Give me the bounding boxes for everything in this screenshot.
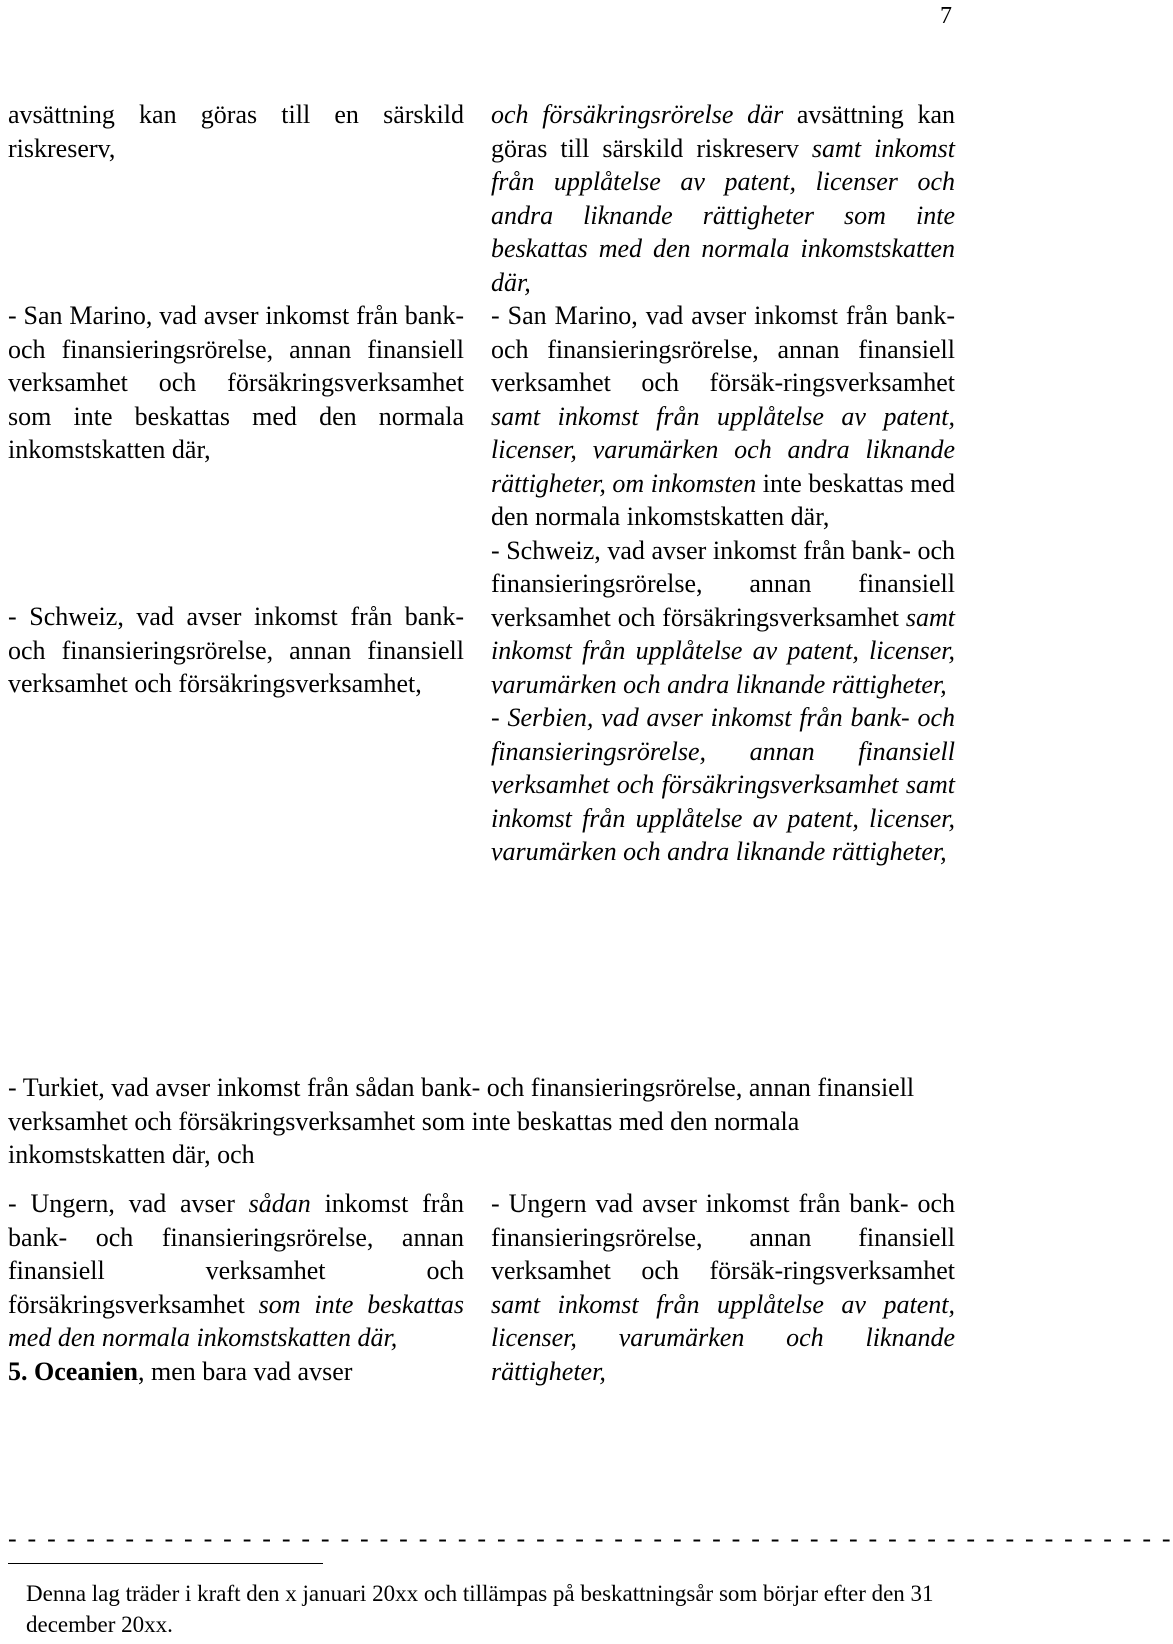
full-width-turkiet-block [8,1071,955,1172]
left-ungern-a: - Ungern, vad avser [8,1189,249,1218]
right-p4-italic: - Serbien, vad avser inkomst från bank- och finansieringsrörelse, annan finansiell verksamhet och försäkringsverksamhet samt inkomst från upplåtelse av patent, licenser, varumärken och andra liknande rättigheter, [491,703,955,866]
paragraph-turkiet: - Turkiet, vad avser inkomst från sådan bank- och finansieringsrörelse, annan finansiell verksamhet och försäkringsverksamhet som inte beskattas med den normala inkomstskatten där, och [8,1073,915,1169]
footnote-rule [8,1563,323,1564]
left-paragraph-ungern [8,1187,464,1355]
left-paragraph-riskreserv: avsättning kan göras till en särskild riskreserv, [8,100,464,163]
left-ungern-sadan: sådan [248,1189,311,1218]
right-p3-normal: - Schweiz, vad avser inkomst från bank- och finansieringsrörelse, annan finansiell verksamhet och försäkringsverksamhet [491,535,955,632]
right-p1-normal: avsättning kan göras till särskild riskreserv [491,100,955,163]
left-paragraph-schweiz-block [8,600,464,701]
right-paragraph-ungern [491,1187,955,1388]
left-paragraph-oceanien [8,1355,464,1389]
right-ungern-normal: - Ungern vad avser inkomst från bank- och finansieringsrörelse, annan finansiell verksamhet och försäk-ringsverksamhet [491,1189,955,1285]
left-column-upper [8,98,464,165]
left-paragraph-schweiz: - Schweiz, vad avser inkomst från bank- och finansieringsrörelse, annan finansiell verksamhet och försäkringsverksamhet, [8,602,464,698]
right-p2-normal: - San Marino, vad avser inkomst från bank- och finansieringsrörelse, annan finansiell verksamhet och försäk-ringsverksamhet [491,301,955,397]
footnote-text: Denna lag träder i kraft den x januari 20xx och tillämpas på beskattningsår som börjar efter den 31 december 20xx. [26,1581,934,1637]
footnote [8,1578,955,1640]
left-ungern-italic: som inte beskattas med den normala inkomstskatten där, [8,1289,464,1352]
left-column-lower [8,1187,464,1388]
right-p1-italic2: samt inkomst från upplåtelse av patent, licenser och andra liknande rättigheter som inte beskattas med den normala inkomstskatten där, [491,133,955,297]
left-ungern-b: inkomst från bank- och finansieringsrörelse, annan finansiell verksamhet och försäkringsverksamhet [8,1189,464,1319]
right-column-upper [491,98,955,869]
left-paragraph-san-marino-block [8,299,464,467]
page-number: 7 [940,3,952,29]
left-paragraph-san-marino: - San Marino, vad avser inkomst från bank- och finansieringsrörelse, annan finansiell verksamhet och försäkringsverksamhet som inte beskattas med den normala inkomstskatten där, [8,301,464,464]
oceanien-heading: 5. Oceanien [8,1356,138,1386]
right-paragraph-riskreserv [491,98,955,299]
dashed-separator: - - - - - - - - - - - - - - - - - - - - - - - - - - - - - - - - - - - - - - - - - - - - - - - - - - - - - - - - - - - - [8,1524,1173,1553]
right-p2-tail: inte beskattas med den normala inkomstskatten där, [491,468,956,531]
right-p1-italic: och försäkringsrörelse där [491,100,784,129]
right-p3-italic: samt inkomst från upplåtelse av patent, licenser, varumärken och andra liknande rättigheter, [491,602,955,699]
oceanien-rest: , men bara vad avser [138,1356,353,1386]
right-paragraph-san-marino [491,299,955,534]
right-ungern-italic: samt inkomst från upplåtelse av patent, licenser, varumärken och liknande rättigheter, [491,1289,955,1386]
right-p2-italic: samt inkomst från upplåtelse av patent, licenser, varumärken och andra liknande rättigheter, om inkomsten [491,401,955,498]
right-paragraph-serbien [491,701,955,869]
right-column-lower [491,1187,955,1388]
right-paragraph-schweiz [491,534,955,702]
